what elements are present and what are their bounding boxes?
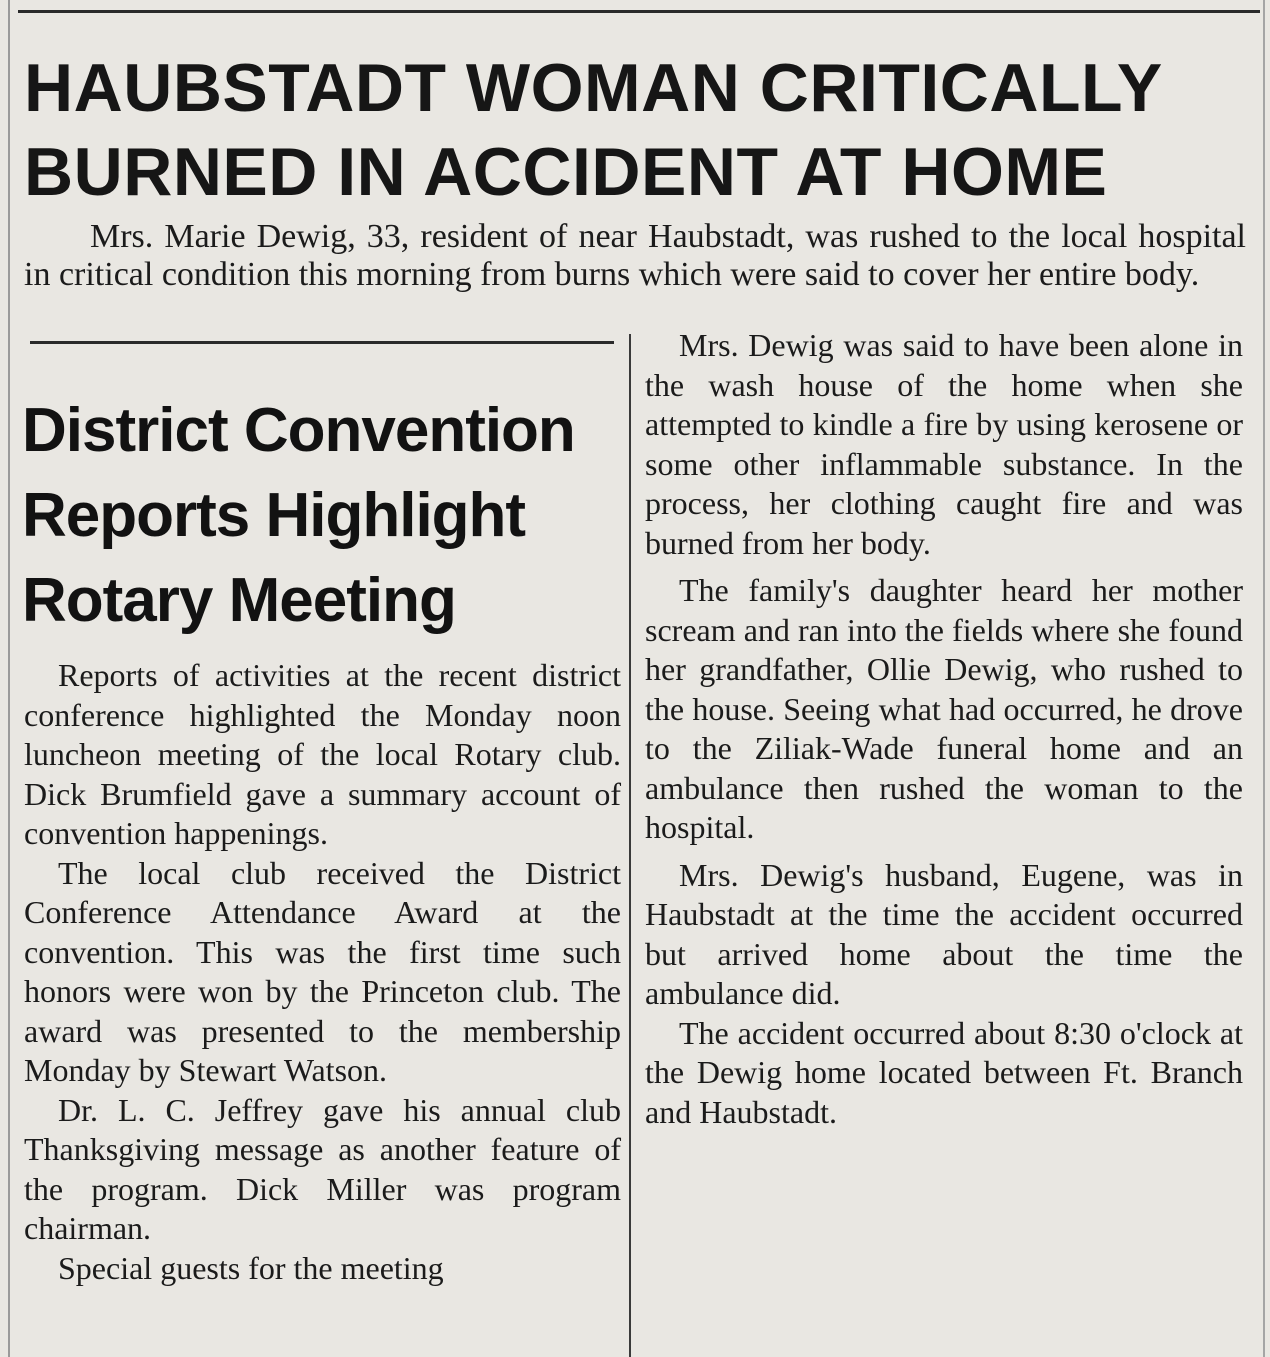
headline-line: Reports Highlight <box>22 481 526 550</box>
rotary-article-body <box>24 656 621 1288</box>
article-paragraph: The family's daughter heard her mother scream and ran into the fields where she found her grandfather, Ollie Dewig, who rushed to the house. Seeing what had occurred, he drove to the Ziliak-Wade funeral home and an ambulance then rushed the woman to the hospital. <box>645 572 1243 845</box>
page-edge-right <box>1263 0 1265 1357</box>
article-paragraph: Mrs. Dewig was said to have been alone in the wash house of the home when she attempted to kindle a fire by using kerosene or some other inflammable substance. In the process, her clothing caught fire and was burned from her body. <box>645 327 1243 561</box>
headline-line: BURNED IN ACCIDENT AT HOME <box>24 134 1108 210</box>
page-edge-left <box>8 0 10 1357</box>
headline-line: Rotary Meeting <box>22 566 456 635</box>
article-paragraph: Mrs. Dewig's husband, Eugene, was in Haubstadt at the time the accident occurred but arrived home about the time the ambulance did. <box>645 856 1243 1011</box>
column-rule <box>30 341 614 344</box>
top-rule <box>18 10 1260 13</box>
main-headline <box>24 46 1254 214</box>
lead-paragraph-block <box>24 218 1246 294</box>
article-paragraph: Dr. L. C. Jeffrey gave his annual club Thanksgiving message as another feature of the program. Dick Miller was program chairman. <box>24 1091 621 1246</box>
article-paragraph: The local club received the District Conference Attendance Award at the convention. This was the first time such honors were won by the Princeton club. The award was presented to the membership Monday by Stewart Watson. <box>24 854 621 1088</box>
lead-paragraph: Mrs. Marie Dewig, 33, resident of near Haubstadt, was rushed to the local hospital in critical condition this morning from burns which were said to cover her entire body. <box>24 218 1246 293</box>
column-divider <box>629 334 631 1357</box>
rotary-headline <box>22 388 622 643</box>
article-paragraph: Special guests for the meeting <box>58 1249 444 1286</box>
headline-line: HAUBSTADT WOMAN CRITICALLY <box>24 50 1163 126</box>
article-paragraph: Reports of activities at the recent district conference highlighted the Monday noon luncheon meeting of the local Rotary club. Dick Brumfield gave a summary account of convention happenings. <box>24 657 621 851</box>
burn-article-body <box>645 326 1243 1132</box>
article-paragraph: The accident occurred about 8:30 o'clock at the Dewig home located between Ft. Branch and Haubstadt. <box>645 1014 1243 1130</box>
headline-line: District Convention <box>22 396 575 465</box>
